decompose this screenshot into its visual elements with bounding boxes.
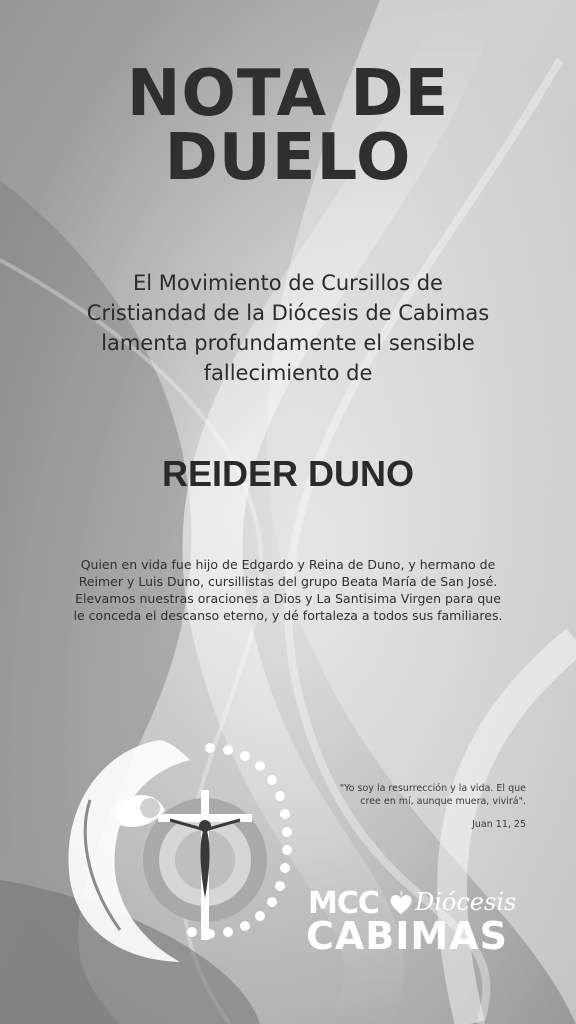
page-title <box>0 57 576 195</box>
body-paragraph <box>40 556 536 624</box>
title-line-1: NOTA DE <box>126 57 450 131</box>
body-line-2: Reimer y Luis Duno, cursillistas del grupo Beata María de San José. <box>78 574 498 589</box>
body-line-4: le conceda el descanso eterno, y dé fortaleza a todos sus familiares. <box>73 608 503 623</box>
body-line-1: Quien en vida fue hijo de Edgardo y Reina de Duno, y hermano de <box>80 557 496 572</box>
intro-paragraph <box>40 268 536 388</box>
title-line-2: DUELO <box>164 121 412 195</box>
brand-cabimas: CABIMAS <box>306 914 508 958</box>
brand-mcc: MCC <box>308 886 379 921</box>
mary-crucifix-rosary-logo-icon <box>60 730 310 970</box>
flaming-heart-icon <box>388 890 414 916</box>
quote-line-1: "Yo soy la resurrección y la vida. El que <box>339 783 526 794</box>
deceased-name: REIDER DUNO <box>161 453 415 494</box>
bible-quote <box>316 782 526 831</box>
quote-reference: Juan 11, 25 <box>472 819 526 830</box>
intro-line-3: lamenta profundamente el sensible <box>101 331 475 355</box>
intro-line-4: fallecimiento de <box>203 361 373 385</box>
brand-logo <box>300 880 540 960</box>
intro-line-2: Cristiandad de la Diócesis de Cabimas <box>86 301 490 325</box>
brand-diocesis: Diócesis <box>415 888 517 916</box>
quote-line-2: cree en mí, aunque muera, vivirá". <box>360 796 526 807</box>
intro-line-1: El Movimiento de Cursillos de <box>133 271 443 295</box>
body-line-3: Elevamos nuestras oraciones a Dios y La Santisima Virgen para que <box>75 591 501 606</box>
